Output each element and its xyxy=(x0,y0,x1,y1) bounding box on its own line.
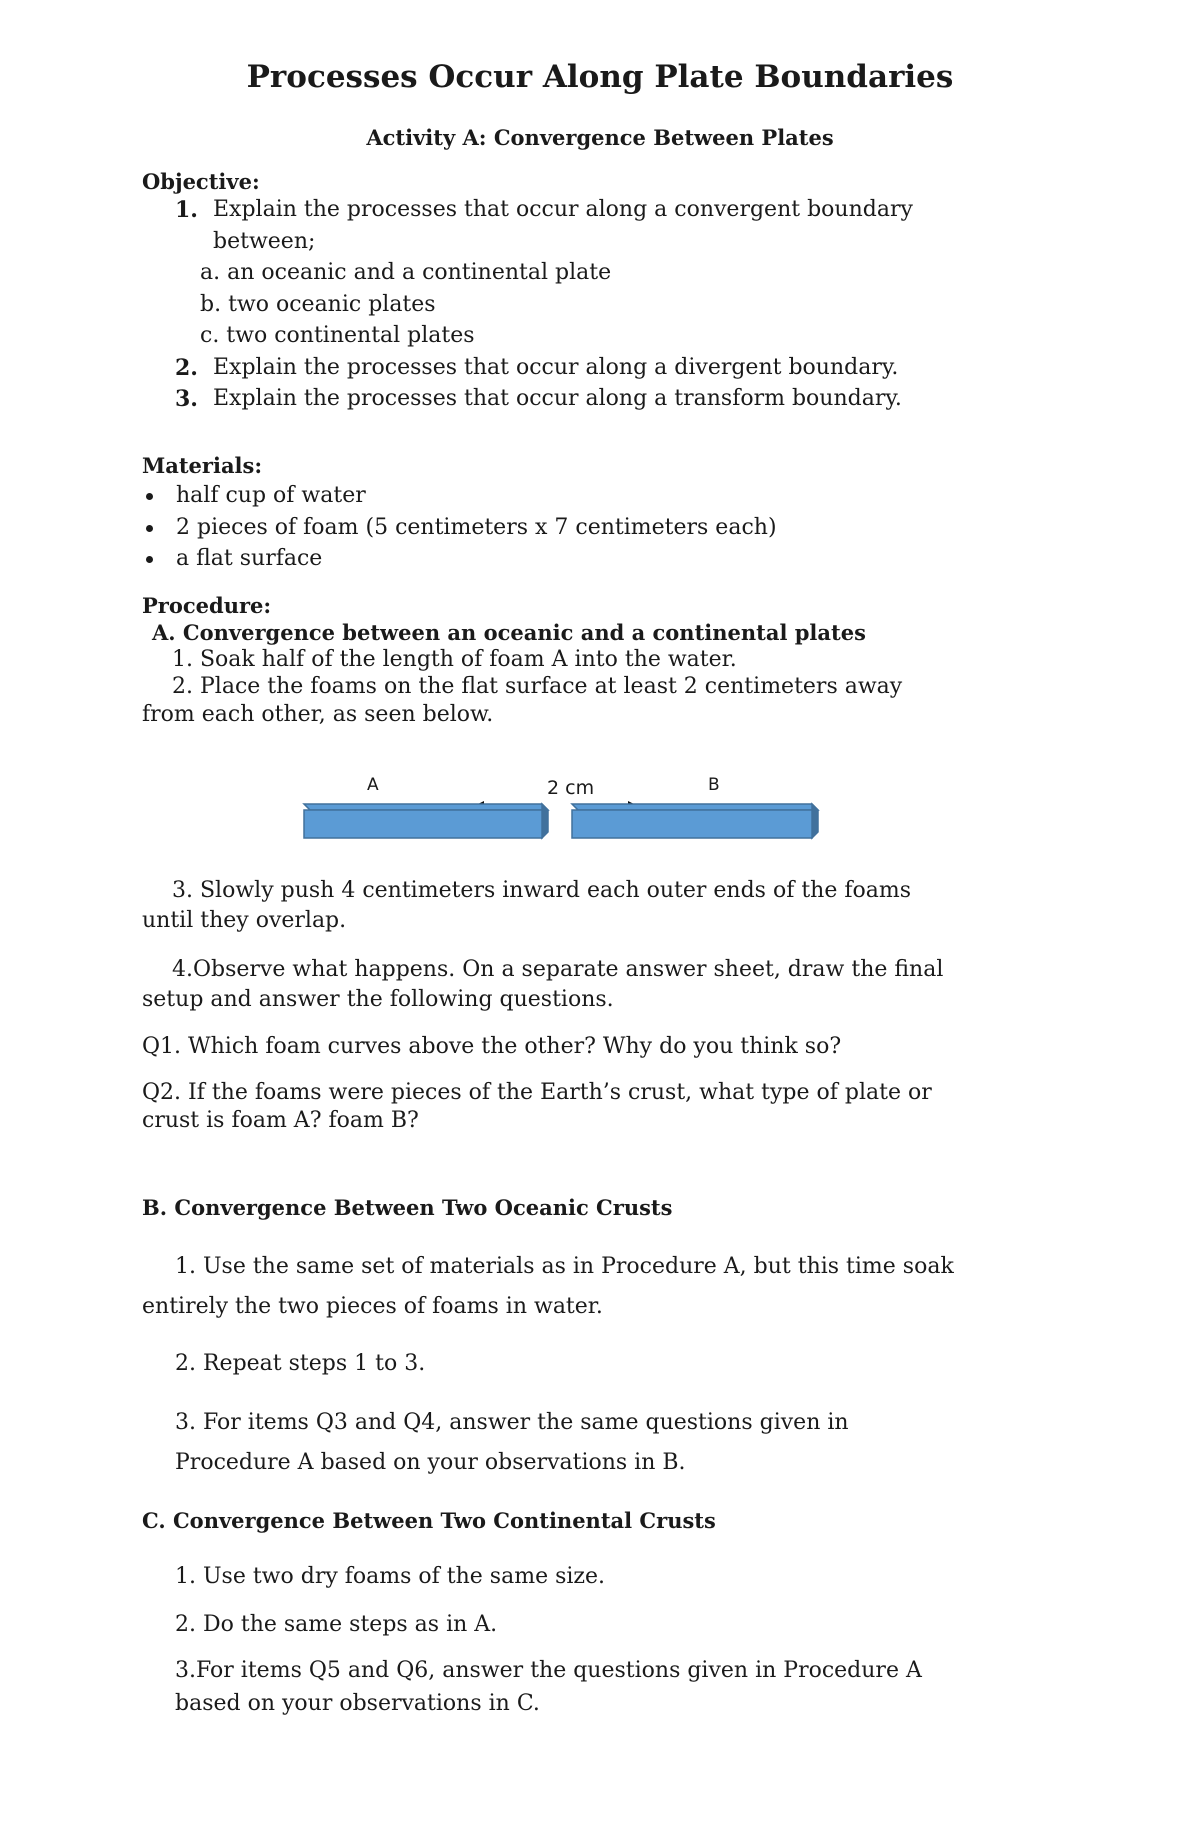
foam-a-front xyxy=(304,810,542,838)
procedure-c-step-3-cont: based on your observations in C. xyxy=(175,1691,540,1716)
bullet-icon xyxy=(146,525,153,532)
material-item: half cup of water xyxy=(176,483,366,508)
procedure-a-step-4: 4.Observe what happens. On a separate answer sheet, draw the final xyxy=(172,957,944,982)
objective-1-text: Explain the processes that occur along a convergent boundary xyxy=(213,197,913,222)
objective-2-text: Explain the processes that occur along a divergent boundary. xyxy=(213,355,899,380)
foam-b-side xyxy=(812,804,818,838)
procedure-a-heading: A. Convergence between an oceanic and a continental plates xyxy=(152,620,866,645)
bullet-icon xyxy=(146,556,153,563)
procedure-b-step-1-cont: entirely the two pieces of foams in water. xyxy=(142,1294,603,1319)
objective-2-number: 2. xyxy=(175,355,198,381)
foam-b-top xyxy=(572,804,818,810)
foam-a-top xyxy=(304,804,548,810)
material-item: a flat surface xyxy=(176,546,323,571)
foam-b-label: B xyxy=(708,775,720,795)
objective-3-number: 3. xyxy=(175,386,198,412)
question-q2: Q2. If the foams were pieces of the Earth’s crust, what type of plate or xyxy=(142,1080,932,1105)
question-q2-cont: crust is foam A? foam B? xyxy=(142,1108,419,1133)
materials-heading: Materials: xyxy=(142,453,263,478)
foam-a xyxy=(304,804,548,838)
page-title: Processes Occur Along Plate Boundaries xyxy=(246,59,954,95)
procedure-heading: Procedure: xyxy=(142,593,272,618)
foam-a-label: A xyxy=(367,775,379,795)
procedure-a-step-4-cont: setup and answer the following questions. xyxy=(142,987,614,1012)
objective-1-number: 1. xyxy=(175,197,198,223)
procedure-b-step-2: 2. Repeat steps 1 to 3. xyxy=(175,1351,426,1376)
procedure-b-heading: B. Convergence Between Two Oceanic Crusts xyxy=(142,1195,673,1220)
bullet-icon xyxy=(146,493,153,500)
objective-heading: Objective: xyxy=(142,169,260,194)
procedure-a-step-3: 3. Slowly push 4 centimeters inward each outer ends of the foams xyxy=(172,878,912,903)
procedure-c-step-3: 3.For items Q5 and Q6, answer the questions given in Procedure A xyxy=(175,1658,922,1683)
procedure-c-step-2: 2. Do the same steps as in A. xyxy=(175,1612,498,1637)
foam-b xyxy=(572,804,818,838)
material-item: 2 pieces of foam (5 centimeters x 7 centimeters each) xyxy=(176,515,777,540)
objective-1-sub-a: a. an oceanic and a continental plate xyxy=(200,260,612,285)
question-q1: Q1. Which foam curves above the other? Why do you think so? xyxy=(142,1034,842,1059)
objective-1-sub-b: b. two oceanic plates xyxy=(200,292,436,317)
procedure-a-step-1: 1. Soak half of the length of foam A into the water. xyxy=(172,647,737,672)
foam-diagram xyxy=(300,765,830,845)
procedure-c-step-1: 1. Use two dry foams of the same size. xyxy=(175,1564,606,1589)
gap-label: 2 cm xyxy=(547,777,595,799)
activity-title: Activity A: Convergence Between Plates xyxy=(366,125,834,150)
procedure-a-step-3-cont: until they overlap. xyxy=(142,908,347,933)
procedure-b-step-3: 3. For items Q3 and Q4, answer the same questions given in xyxy=(175,1410,849,1435)
procedure-b-step-3-cont: Procedure A based on your observations in B. xyxy=(175,1450,686,1475)
foam-b-front xyxy=(572,810,812,838)
objective-1-sub-c: c. two continental plates xyxy=(200,323,475,348)
procedure-a-step-2-cont: from each other, as seen below. xyxy=(142,702,494,727)
foam-a-side xyxy=(542,804,548,838)
procedure-b-step-1: 1. Use the same set of materials as in Procedure A, but this time soak xyxy=(175,1254,954,1279)
procedure-c-heading: C. Convergence Between Two Continental Crusts xyxy=(142,1508,716,1533)
objective-1-continuation: between; xyxy=(213,229,316,254)
procedure-a-step-2: 2. Place the foams on the flat surface at least 2 centimeters away xyxy=(172,674,903,699)
objective-3-text: Explain the processes that occur along a transform boundary. xyxy=(213,386,902,411)
